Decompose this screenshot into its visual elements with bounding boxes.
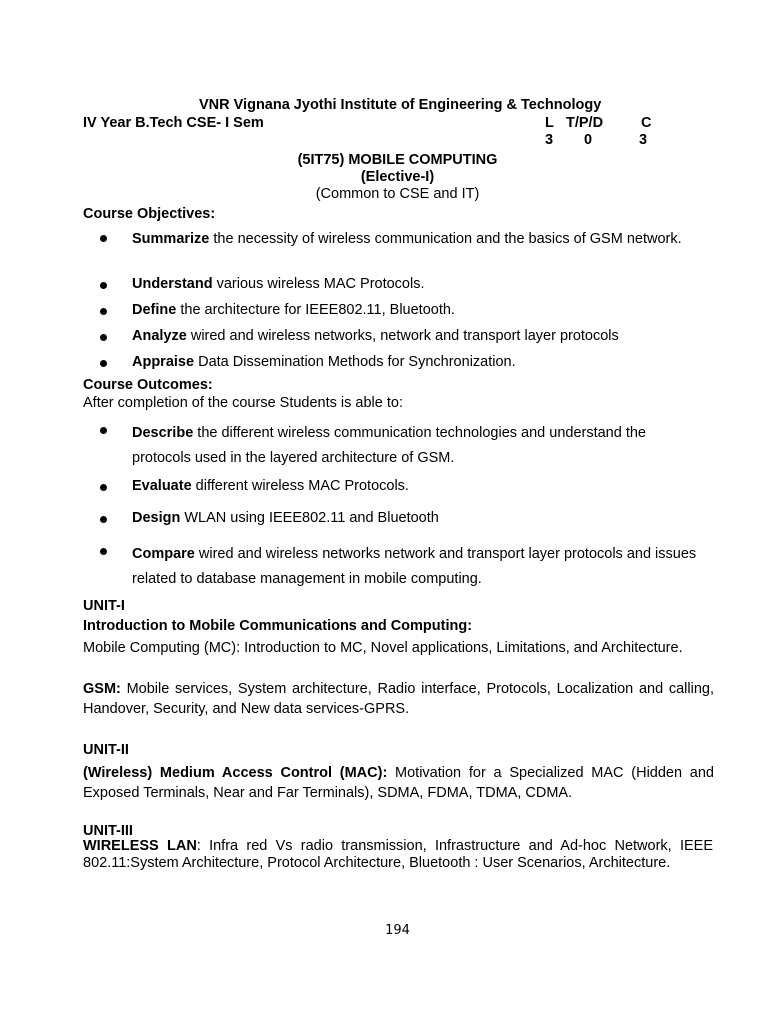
objective-text: the architecture for IEEE802.11, Bluetooth. [176,302,455,318]
unit-1-label: UNIT-I [83,598,125,614]
ltpdc-value-c: 3 [639,132,648,148]
page-number: 194 [385,923,410,938]
objective-item [132,276,715,293]
outcome-item [132,542,707,592]
objective-verb: Understand [132,276,213,292]
objective-verb: Summarize [132,231,210,247]
wlan-lead: WIRELESS LAN [83,838,197,854]
outcome-text: the different wireless communication technologies and understand the protocols used in the layered architecture of GSM. [132,425,646,466]
course-elective: (Elective-I) [360,169,435,185]
gsm-lead: GSM: [83,681,121,697]
objective-text: wired and wireless networks, network and transport layer protocols [186,328,619,344]
objective-item [132,230,715,249]
unit-2-paragraph [83,763,714,803]
bullet-icon [100,282,107,289]
bullet-icon [100,548,107,555]
unit-1-gsm-paragraph [83,679,714,719]
outcomes-heading: Course Outcomes: [83,377,213,393]
year-semester: IV Year B.Tech CSE- I Sem [83,115,264,131]
outcome-text: wired and wireless networks network and transport layer protocols and issues related to database management in mobile computing. [132,546,697,587]
ltpdc-label-c: C [641,115,652,131]
outcome-item [132,510,715,527]
mac-text: Motivation for a Specialized MAC (Hidden and Exposed Terminals, Near and Far Terminals), SDMA, FDMA, TDMA, CDMA. [83,765,714,801]
bullet-icon [100,427,107,434]
wlan-text: : Infra red Vs radio transmission, Infrastructure and Ad-hoc Network, IEEE 802.11:System Architecture, Protocol Architecture, Bluetooth : User Scenarios, Architecture. [83,838,713,871]
objective-item [132,354,715,371]
bullet-icon [100,484,107,491]
institute-name: VNR Vignana Jyothi Institute of Engineering & Technology [199,97,602,113]
outcome-item [132,421,707,471]
mac-lead: (Wireless) Medium Access Control (MAC): [83,765,388,781]
outcome-verb: Describe [132,425,194,441]
unit-3-label: UNIT-III [83,823,133,839]
unit-1-paragraph: Mobile Computing (MC): Introduction to MC, Novel applications, Limitations, and Architecture. [83,640,683,656]
unit-2-label: UNIT-II [83,742,129,758]
objective-text: the necessity of wireless communication and the basics of GSM network. [209,231,682,247]
outcome-text: WLAN using IEEE802.11 and Bluetooth [180,510,439,526]
unit-3-paragraph [83,838,713,872]
outcome-verb: Compare [132,546,195,562]
course-code-title: (5IT75) MOBILE COMPUTING [297,152,498,168]
objective-text: various wireless MAC Protocols. [212,276,425,292]
outcomes-intro: After completion of the course Students is able to: [83,395,403,411]
bullet-icon [100,308,107,315]
outcome-verb: Design [132,510,181,526]
objective-verb: Analyze [132,328,187,344]
bullet-icon [100,360,107,367]
ltpdc-value-l: 3 [545,132,554,148]
bullet-icon [100,334,107,341]
objectives-heading: Course Objectives: [83,206,216,222]
bullet-icon [100,235,107,242]
objective-text: Data Dissemination Methods for Synchronization. [194,354,516,370]
ltpdc-label-tpd: T/P/D [566,115,604,131]
bullet-icon [100,516,107,523]
gsm-text: Mobile services, System architecture, Radio interface, Protocols, Localization and calling, Handover, Security, and New data services-GPRS. [83,681,714,717]
ltpdc-label-l: L [545,115,554,131]
outcome-item [132,478,715,495]
course-common: (Common to CSE and IT) [315,186,480,202]
outcome-verb: Evaluate [132,478,192,494]
unit-1-title: Introduction to Mobile Communications and Computing: [83,618,473,634]
ltpdc-value-tpd: 0 [584,132,593,148]
objective-verb: Define [132,302,177,318]
objective-verb: Appraise [132,354,195,370]
objective-item [132,328,715,345]
outcome-text: different wireless MAC Protocols. [191,478,409,494]
objective-item [132,302,715,319]
